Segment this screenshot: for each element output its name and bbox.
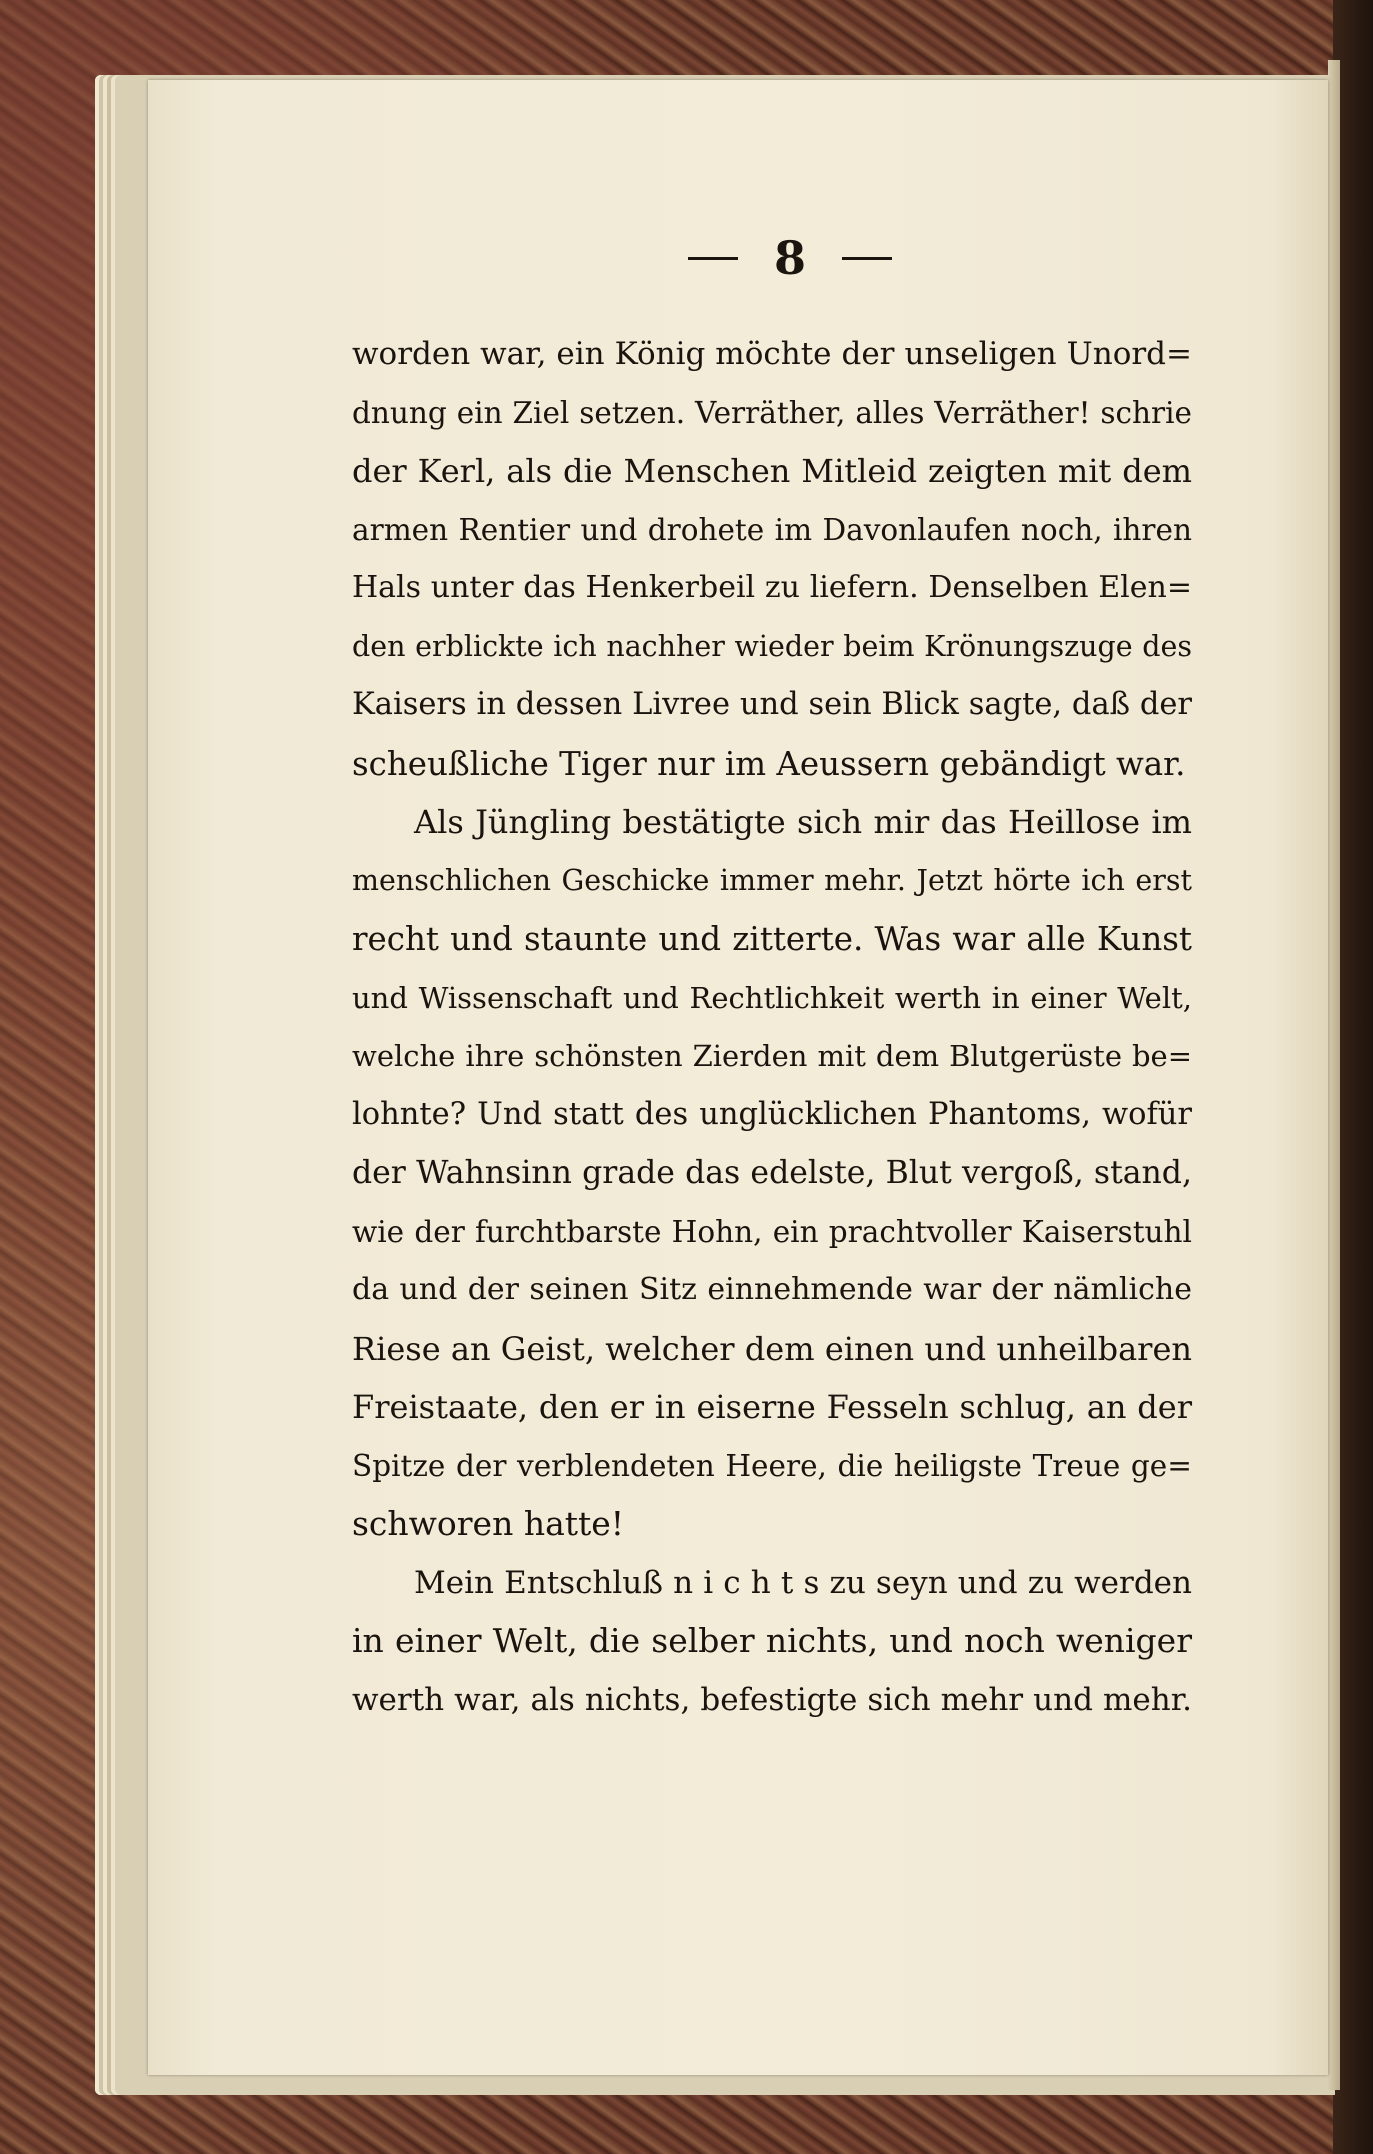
- text-line: wie der furchtbarste Hohn, ein prachtvoller Kaiserstuhl: [352, 1214, 1192, 1249]
- text-line: werth war, als nichts, befestigte sich mehr und mehr.: [352, 1681, 1192, 1718]
- text-line: Freistaate, den er in eiserne Fesseln schlug, an der: [352, 1388, 1192, 1426]
- text-line: scheußliche Tiger nur im Aeussern gebändigt war.: [352, 744, 1186, 783]
- text-line: Hals unter das Henkerbeil zu liefern. Denselben Elen=: [352, 570, 1192, 605]
- text-line: welche ihre schönsten Zierden mit dem Blutgerüste be=: [352, 1039, 1192, 1073]
- body-text: [352, 325, 1192, 1729]
- header-left-dash: [688, 257, 738, 260]
- text-line: und Wissenschaft und Rechtlichkeit werth in einer Welt,: [352, 980, 1192, 1015]
- text-line: den erblickte ich nachher wieder beim Krönungszuge des: [352, 629, 1192, 663]
- text-line: da und der seinen Sitz einnehmende war der nämliche: [352, 1272, 1192, 1307]
- text-line: armen Rentier und drohete im Davonlaufen noch, ihren: [352, 512, 1192, 547]
- facing-page-edge: [1328, 60, 1340, 2090]
- text-line: der Wahnsinn grade das edelste, Blut vergoß, stand,: [352, 1155, 1192, 1191]
- text-line: in einer Welt, die selber nichts, und noch weniger: [352, 1621, 1192, 1660]
- text-line: Riese an Geist, welcher dem einen und unheilbaren: [352, 1329, 1192, 1368]
- text-line: worden war, ein König möchte der unseligen Unord=: [352, 336, 1192, 372]
- text-line: Mein Entschluß n i c h t s zu seyn und zu werden: [414, 1564, 1192, 1601]
- text-line: der Kerl, als die Menschen Mitleid zeigten mit dem: [352, 452, 1192, 490]
- text-line: schworen hatte!: [352, 1504, 625, 1543]
- text-line: Kaisers in dessen Livree und sein Blick sagte, daß der: [352, 687, 1192, 722]
- text-line: Als Jüngling bestätigte sich mir das Heillose im: [414, 803, 1192, 841]
- text-line: menschlichen Geschicke immer mehr. Jetzt hörte ich erst: [352, 863, 1192, 897]
- page-header: [650, 228, 930, 288]
- header-right-dash: [842, 257, 892, 260]
- text-line: lohnte? Und statt des unglücklichen Phantoms, wofür: [352, 1096, 1192, 1132]
- text-line: Spitze der verblendeten Heere, die heiligste Treue ge=: [352, 1448, 1192, 1483]
- text-line: dnung ein Ziel setzen. Verräther, alles Verräther! schrie: [352, 395, 1192, 430]
- text-line: recht und staunte und zitterte. Was war alle Kunst: [352, 920, 1192, 958]
- page-number: 8: [773, 231, 806, 285]
